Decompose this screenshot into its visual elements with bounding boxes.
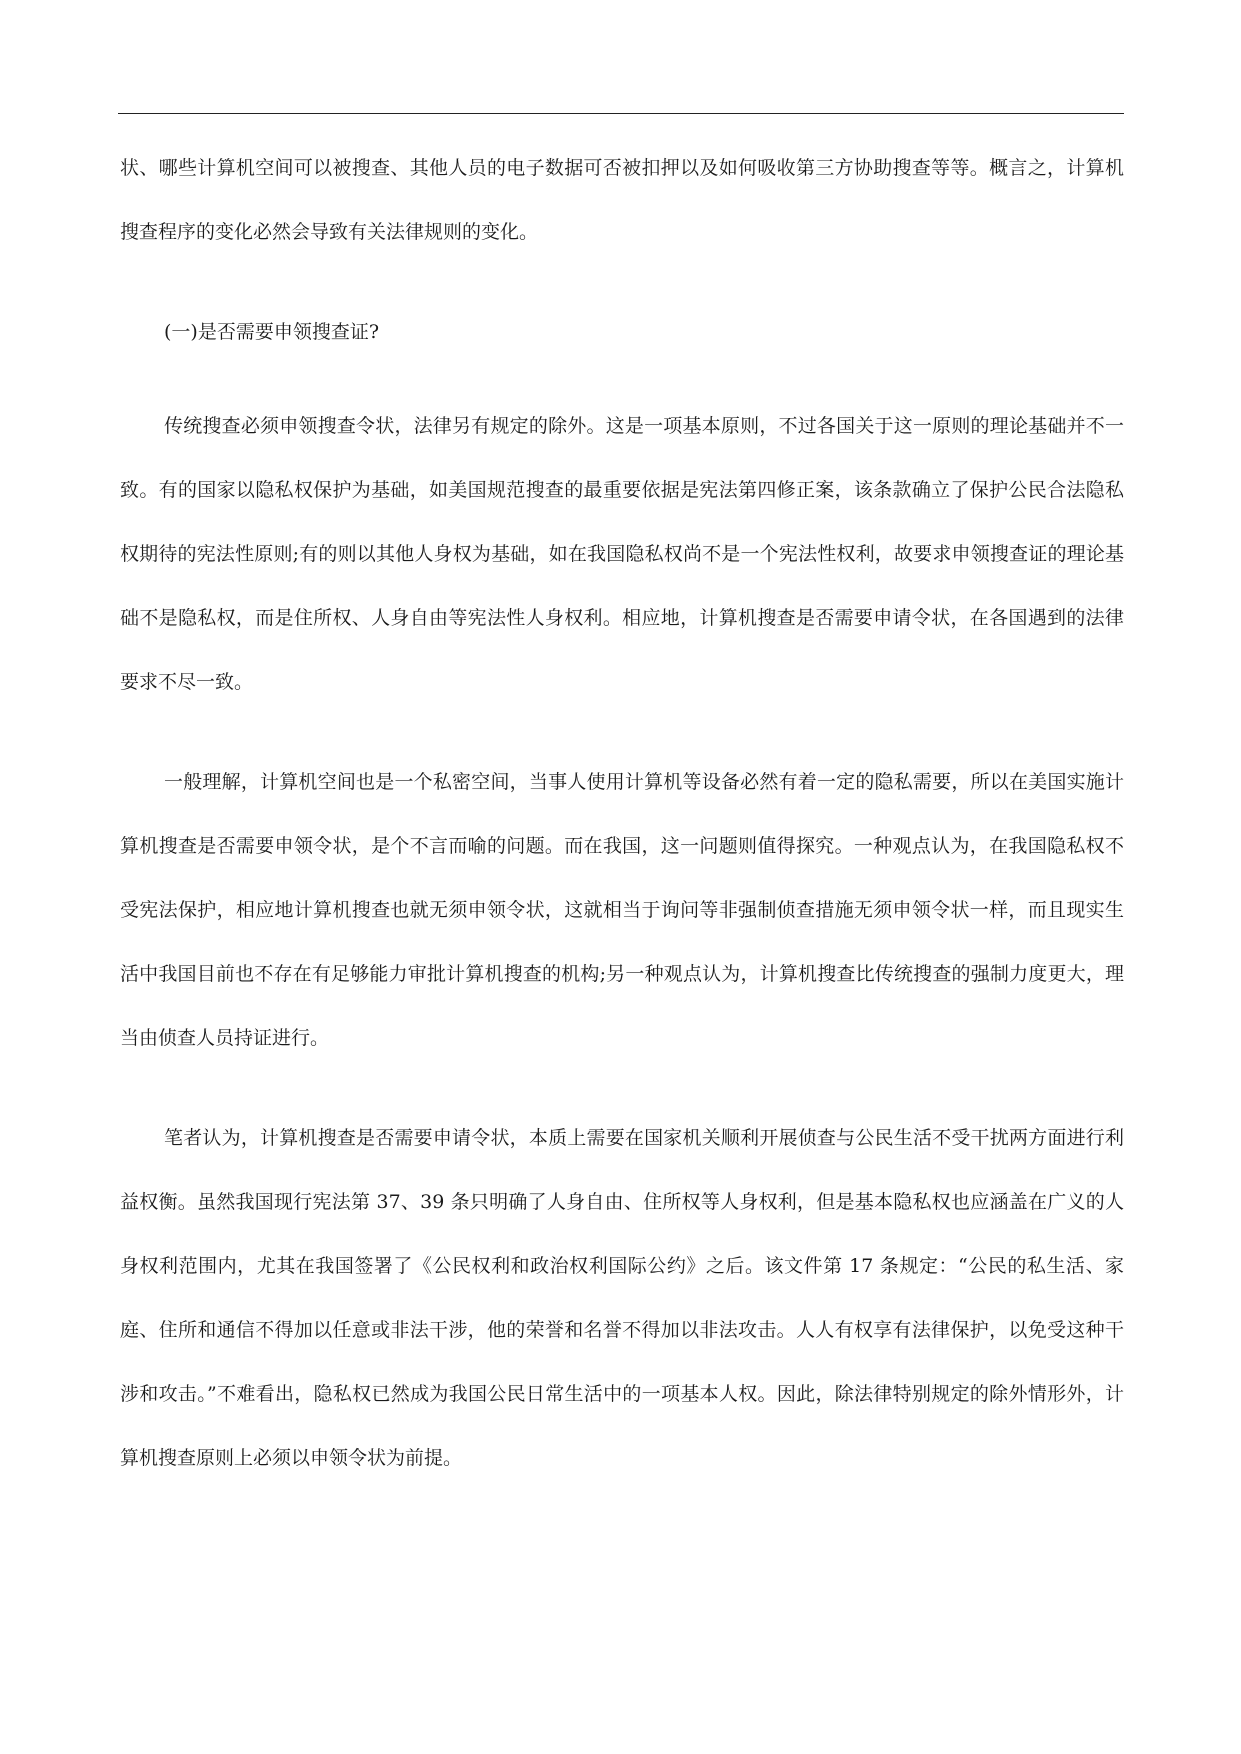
paragraph-2: 一般理解，计算机空间也是一个私密空间，当事人使用计算机等设备必然有着一定的隐私需要，所以在美国实施计算机搜查是否需要申领令状，是个不言而喻的问题。而在我国，这一问题则值得探究。一种观点认为，在我国隐私权不受宪法保护，相应地计算机搜查也就无须申领令状，这就相当于询问等非强制侦查措施无须申领令状一样，而且现实生活中我国目前也不存在有足够能力审批计算机搜查的机构;另一种观点认为，计算机搜查比传统搜查的强制力度更大，理当由侦查人员持证进行。 [120, 771, 1124, 1049]
paragraph-3: 笔者认为，计算机搜查是否需要申请令状，本质上需要在国家机关顺利开展侦查与公民生活不受干扰两方面进行利益权衡。虽然我国现行宪法第 37、39 条只明确了人身自由、住所权等人身权利，但是基本隐私权也应涵盖在广义的人身权利范围内，尤其在我国签署了《公民权利和政治权利国际公约》之后。该文件第 17 条规定：“公民的私生活、家庭、住所和通信不得加以任意或非法干涉，他的荣誉和名誉不得加以非法攻击。人人有权享有法律保护，以免受这种干涉和攻击。”不难看出，隐私权已然成为我国公民日常生活中的一项基本人权。因此，除法律特别规定的除外情形外，计算机搜查原则上必须以申领令状为前提。 [120, 1127, 1124, 1469]
header-rule [118, 113, 1124, 114]
document-body [120, 136, 1124, 1490]
paragraph-1: 传统搜查必须申领搜查令状，法律另有规定的除外。这是一项基本原则，不过各国关于这一原则的理论基础并不一致。有的国家以隐私权保护为基础，如美国规范搜查的最重要依据是宪法第四修正案，该条款确立了保护公民合法隐私权期待的宪法性原则;有的则以其他人身权为基础，如在我国隐私权尚不是一个宪法性权利，故要求申领搜查证的理论基础不是隐私权，而是住所权、人身自由等宪法性人身权利。相应地，计算机搜查是否需要申请令状，在各国遇到的法律要求不尽一致。 [120, 415, 1124, 693]
paragraph-continuation: 状、哪些计算机空间可以被搜查、其他人员的电子数据可否被扣押以及如何吸收第三方协助搜查等等。概言之，计算机搜查程序的变化必然会导致有关法律规则的变化。 [120, 157, 1124, 243]
section-heading: (一)是否需要申领搜查证? [164, 321, 380, 343]
